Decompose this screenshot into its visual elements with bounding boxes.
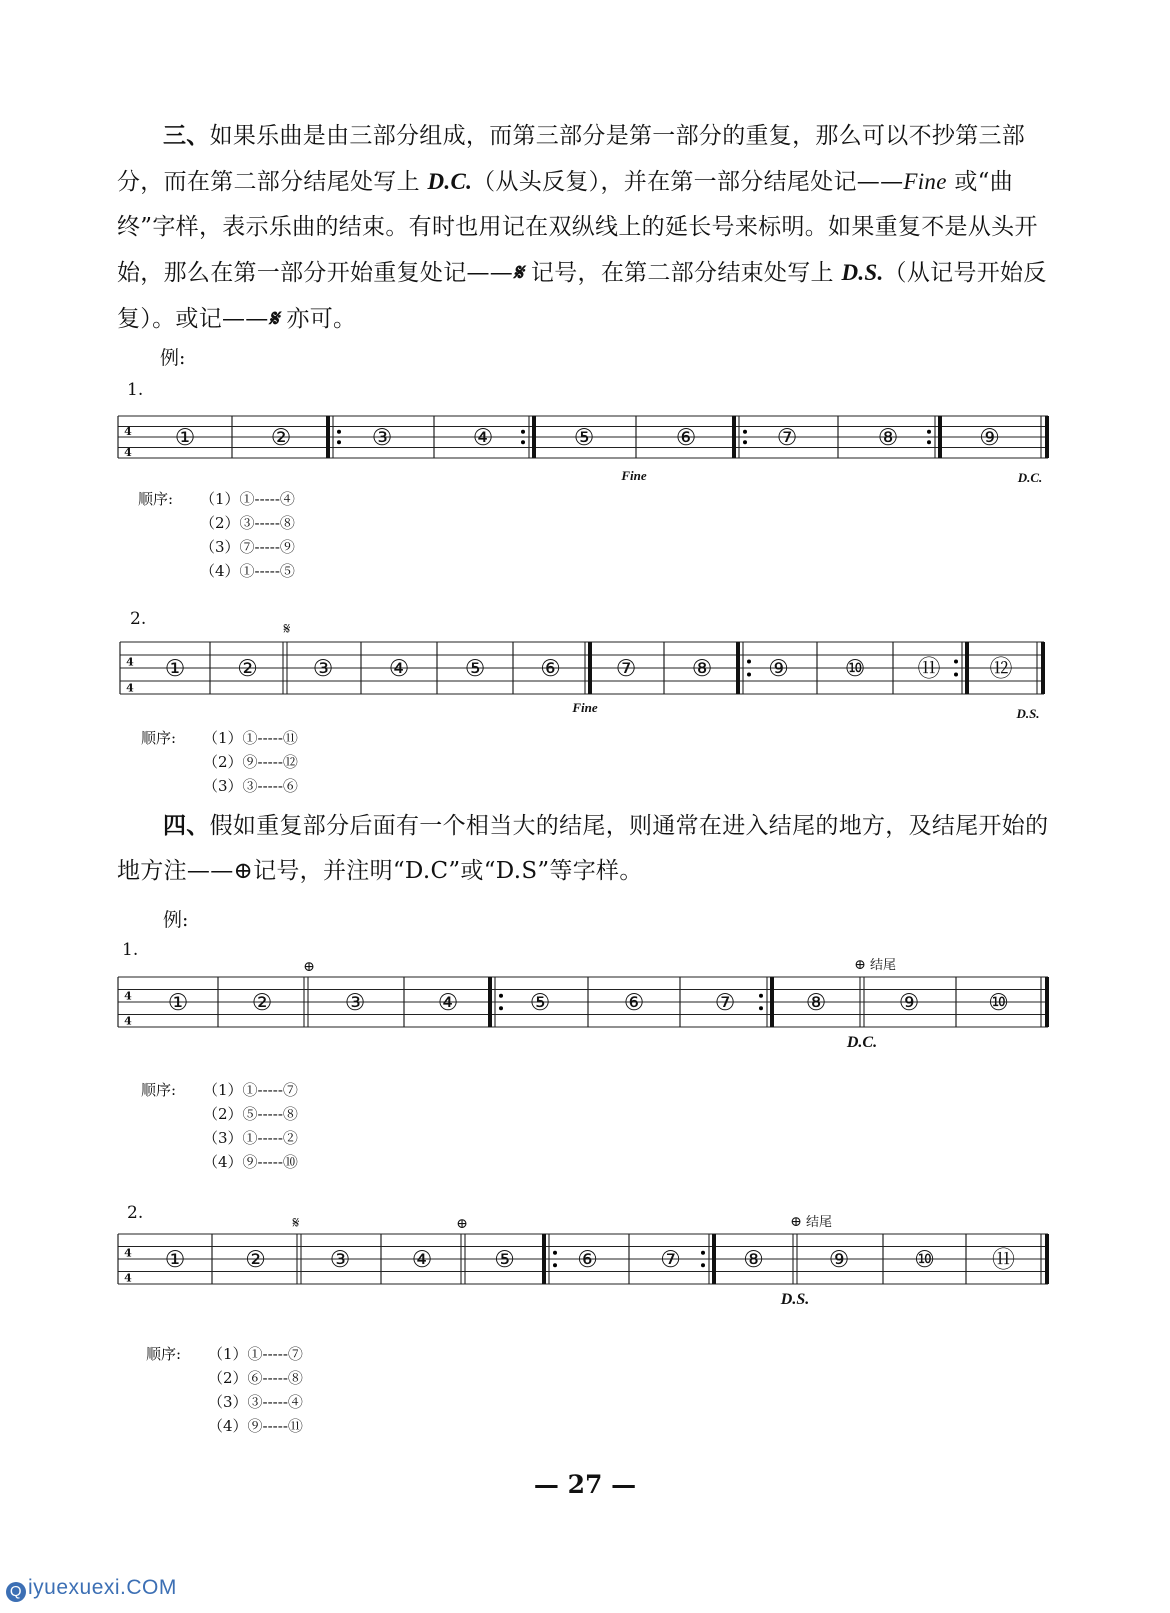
measure-number: ⑧ <box>805 990 827 1016</box>
measure-number: ① <box>167 990 189 1016</box>
example-number: 2. <box>127 1203 144 1223</box>
staff-example-2 <box>0 619 1170 732</box>
fine-label: Fine <box>572 700 598 715</box>
measure-number: ④ <box>472 425 494 451</box>
order-item <box>141 774 298 798</box>
order-label: 顺序: <box>141 729 177 747</box>
repeat-dot <box>927 430 931 434</box>
repeat-dot <box>954 660 958 664</box>
repeat-dot <box>743 430 747 434</box>
repeat-dot <box>521 440 525 444</box>
measure-number: ① <box>164 656 186 682</box>
measure-number: ⑩ <box>988 990 1009 1016</box>
order-value: （4）⑨-----⑪ <box>208 1417 303 1435</box>
time-signature-bottom: 4 <box>124 1014 132 1028</box>
order-value: （4）①-----⑤ <box>200 562 295 580</box>
repeat-start <box>488 977 492 1027</box>
para-text: 或“曲终”字样，表示乐曲的结束。有时也用记在双纵线上的延长号来标明。如果重复不是从头开始，那么在第一部分开始重复处记—— <box>117 169 1038 286</box>
staff-example-3 <box>0 955 1170 1065</box>
order-item <box>138 559 295 583</box>
measure-number: ⑤ <box>573 425 595 451</box>
order-item <box>141 1078 298 1102</box>
end-mark: D.S. <box>1016 706 1040 721</box>
time-signature-bottom: 4 <box>126 681 134 695</box>
repeat-start <box>732 416 736 458</box>
order-label: 顺序: <box>146 1345 182 1363</box>
measure-number: ② <box>237 656 258 682</box>
time-signature-bottom: 4 <box>124 445 132 459</box>
order-value: （2）③-----⑧ <box>200 514 295 532</box>
final-barline <box>1045 1234 1049 1284</box>
order-list <box>141 726 298 798</box>
staff-group <box>118 957 1049 1051</box>
time-signature-top: 4 <box>126 655 134 669</box>
order-value: （2）⑥-----⑧ <box>208 1369 303 1387</box>
repeat-start <box>736 642 740 694</box>
paragraph-four <box>117 803 1057 894</box>
para-text: 记号，并注明“D.C”或“D.S”等字样。 <box>253 858 643 884</box>
para-text: 亦可。 <box>278 306 357 332</box>
order-label: 顺序: <box>138 490 174 508</box>
measure-number: ⑨ <box>768 656 789 682</box>
final-barline <box>1045 416 1049 458</box>
repeat-dot <box>759 994 763 998</box>
example-number: 1. <box>127 380 144 400</box>
para-text: 记号，在第二部分结束处写上 <box>523 260 842 286</box>
measure-number: ③ <box>371 425 393 451</box>
measure-number: ⑦ <box>615 656 637 682</box>
repeat-dot <box>521 430 525 434</box>
order-item <box>141 1150 298 1174</box>
coda-label: 结尾 <box>806 1215 833 1230</box>
coda-icon: ⊕ <box>233 858 254 884</box>
order-item <box>141 750 298 774</box>
order-value: （3）⑦-----⑨ <box>200 538 295 556</box>
measure-number: ⑫ <box>989 656 1013 682</box>
order-value: （2）⑨-----⑫ <box>203 753 298 771</box>
repeat-dot <box>553 1251 557 1255</box>
order-value: （1）①-----⑦ <box>203 1081 298 1099</box>
repeat-end <box>712 1234 716 1284</box>
order-item <box>141 726 298 750</box>
repeat-dot <box>743 440 747 444</box>
measure-number: ② <box>270 425 292 451</box>
measure-number: ⑨ <box>979 425 1000 451</box>
measure-number: ⑥ <box>577 1247 598 1273</box>
measure-number: ① <box>164 1247 186 1273</box>
measure-number: ④ <box>437 990 459 1016</box>
fine-mark: Fine <box>903 169 947 194</box>
repeat-end <box>965 642 969 694</box>
end-mark: D.S. <box>780 1291 810 1308</box>
measure-number: ⑪ <box>917 656 941 682</box>
measure-number: ⑩ <box>914 1247 935 1273</box>
repeat-dot <box>337 440 341 444</box>
measure-number: ⑤ <box>464 656 486 682</box>
segno-icon: 𝄋 <box>268 306 279 331</box>
measure-number: ⑪ <box>992 1247 1015 1273</box>
repeat-dot <box>759 1006 763 1010</box>
order-value: （4）⑨-----⑩ <box>203 1153 298 1171</box>
dc-mark: D.C. <box>427 169 473 194</box>
order-label: 顺序: <box>141 1081 177 1099</box>
section-number: 三、 <box>163 122 210 149</box>
coda-icon: ⊕ <box>456 1216 468 1232</box>
segno-icon: 𝄋 <box>292 1213 300 1232</box>
staff-example-4 <box>0 1212 1170 1322</box>
time-signature-bottom: 4 <box>124 1271 132 1285</box>
repeat-dot <box>499 994 503 998</box>
order-list <box>141 1078 298 1174</box>
repeat-end <box>532 416 536 458</box>
repeat-dot <box>337 430 341 434</box>
measure-number: ⑥ <box>623 990 645 1016</box>
repeat-dot <box>747 673 751 677</box>
example-label: 例: <box>163 909 189 931</box>
staff-example-1 <box>0 400 1170 490</box>
order-item <box>138 487 295 511</box>
final-barline <box>588 642 592 694</box>
end-mark: D.C. <box>846 1034 878 1051</box>
order-value: （1）①-----④ <box>200 490 295 508</box>
repeat-start <box>542 1234 546 1284</box>
measure-number: ⑤ <box>529 990 551 1016</box>
measure-number: ⑨ <box>898 990 920 1016</box>
time-signature-top: 4 <box>124 1246 132 1260</box>
repeat-end <box>938 416 942 458</box>
watermark <box>6 1576 177 1602</box>
watermark-badge: Q <box>6 1582 26 1602</box>
order-value: （1）①-----⑪ <box>203 729 298 747</box>
final-barline <box>1045 977 1049 1027</box>
staff-group <box>120 619 1045 721</box>
order-value: （3）③-----④ <box>208 1393 303 1411</box>
repeat-dot <box>927 440 931 444</box>
measure-number: ① <box>174 425 196 451</box>
measure-number: ③ <box>329 1247 351 1273</box>
measure-number: ⑧ <box>743 1247 764 1273</box>
order-list <box>146 1342 303 1438</box>
time-signature-top: 4 <box>124 989 132 1003</box>
order-value: （3）①-----② <box>203 1129 298 1147</box>
order-item <box>138 535 295 559</box>
example-number: 2. <box>130 609 147 629</box>
order-item <box>141 1126 298 1150</box>
order-item <box>141 1102 298 1126</box>
measure-number: ⑤ <box>494 1247 515 1273</box>
example-number: 1. <box>122 940 139 960</box>
measure-number: ② <box>245 1247 266 1273</box>
repeat-dot <box>553 1263 557 1267</box>
fine-label: Fine <box>621 468 647 483</box>
order-item <box>146 1366 303 1390</box>
para-text: 如果乐曲是由三部分组成，而第三部分是第一部分的重复，那么可以不抄第三部分，而在第二部分结尾处写上 <box>117 123 1026 195</box>
para-text: （从记号开始反复）。或记—— <box>117 260 1047 332</box>
section-number: 四、 <box>163 812 210 839</box>
final-barline <box>1041 642 1045 694</box>
measure-number: ④ <box>388 656 410 682</box>
repeat-dot <box>701 1263 705 1267</box>
paragraph-three <box>117 113 1057 342</box>
para-text: （从头反复），并在第一部分结尾处记—— <box>472 169 904 195</box>
measure-number: ⑥ <box>675 425 697 451</box>
measure-number: ⑦ <box>714 990 736 1016</box>
order-value: （2）⑤-----⑧ <box>203 1105 298 1123</box>
example-label: 例: <box>160 347 186 369</box>
watermark-text: iyuexuexi.COM <box>28 1576 177 1599</box>
staff-group <box>118 1213 1049 1308</box>
order-item <box>138 511 295 535</box>
measure-number: ⑧ <box>691 656 713 682</box>
coda-label: 结尾 <box>870 958 897 973</box>
order-value: （3）③-----⑥ <box>203 777 298 795</box>
order-value: （1）①-----⑦ <box>208 1345 303 1363</box>
coda-icon: ⊕ <box>303 959 315 975</box>
order-item <box>146 1342 303 1366</box>
order-list <box>138 487 295 583</box>
time-signature-top: 4 <box>124 424 132 438</box>
para-text: 假如重复部分后面有一个相当大的结尾，则通常在进入结尾的地方，及结尾开始的地方注—— <box>117 813 1049 884</box>
page-number: — 27 — <box>533 1470 637 1499</box>
measure-number: ④ <box>411 1247 433 1273</box>
repeat-dot <box>701 1251 705 1255</box>
measure-number: ⑨ <box>828 1247 850 1273</box>
measure-number: ③ <box>344 990 366 1016</box>
repeat-dot <box>747 660 751 664</box>
measure-number: ⑦ <box>660 1247 681 1273</box>
repeat-start <box>326 416 330 458</box>
measure-number: ③ <box>312 656 334 682</box>
end-mark: D.C. <box>1017 470 1043 485</box>
coda-icon: ⊕ <box>790 1214 802 1230</box>
order-item <box>146 1414 303 1438</box>
coda-icon: ⊕ <box>854 957 866 973</box>
ds-mark: D.S. <box>841 260 884 285</box>
repeat-dot <box>499 1006 503 1010</box>
measure-number: ⑥ <box>540 656 561 682</box>
segno-icon: 𝄋 <box>513 260 524 285</box>
order-item <box>146 1390 303 1414</box>
measure-number: ⑩ <box>844 656 866 682</box>
staff-group <box>118 416 1049 485</box>
measure-number: ⑧ <box>877 425 899 451</box>
segno-icon: 𝄋 <box>283 619 291 638</box>
repeat-dot <box>954 673 958 677</box>
measure-number: ⑦ <box>776 425 798 451</box>
measure-number: ② <box>251 990 273 1016</box>
repeat-end <box>770 977 774 1027</box>
